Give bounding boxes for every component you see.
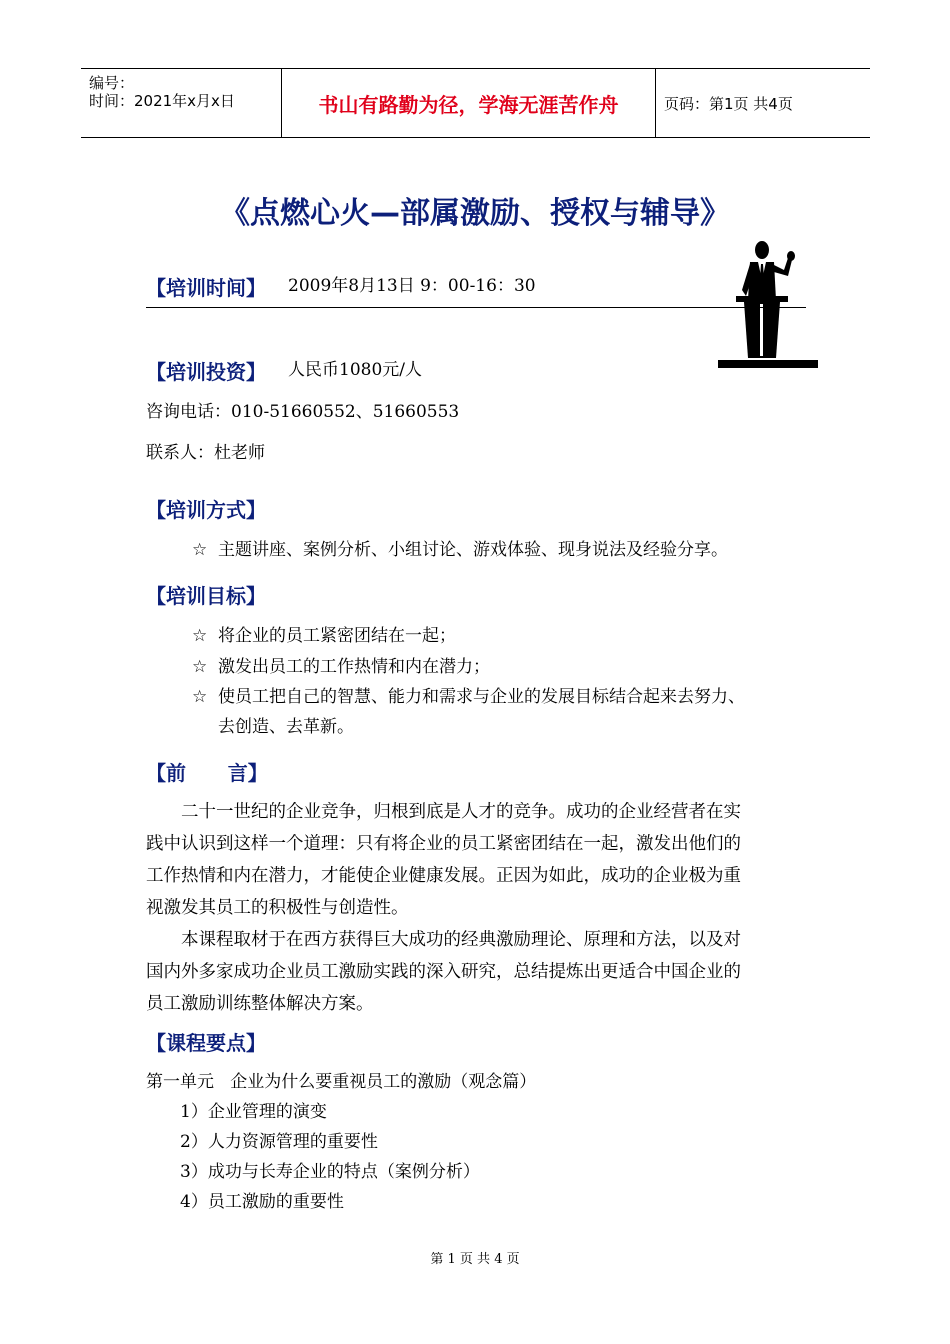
method-item-text: 主题讲座、案例分析、小组讨论、游戏体验、现身说法及经验分享。 [218, 540, 728, 560]
preface-line: 工作热情和内在潜力，才能使企业健康发展。正因为如此，成功的企业极为重 [146, 866, 741, 886]
goal-item-text: 使员工把自己的智慧、能力和需求与企业的发展目标结合起来去努力、 [218, 687, 745, 707]
course-points-label: 【课程要点】 [146, 1031, 266, 1055]
page-info-text: 页码：第1页 共4页 [664, 94, 793, 113]
training-time-label: 【培训时间】 [146, 276, 266, 300]
preface-line: 员工激励训练整体解决方案。 [146, 994, 374, 1014]
course-item: 2）人力资源管理的重要性 [180, 1132, 378, 1152]
motto-text: 书山有路勤为径，学海无涯苦作舟 [318, 92, 619, 117]
preface-line: 本课程取材于在西方获得巨大成功的经典激励理论、原理和方法，以及对 [181, 930, 741, 950]
consult-phone: 咨询电话：010-51660552、51660553 [146, 402, 460, 422]
goal-item-text: 将企业的员工紧密团结在一起； [218, 626, 456, 646]
preface-label: 【前 言】 [146, 761, 268, 785]
document-header [81, 68, 870, 138]
goal-item [192, 625, 456, 647]
time-label: 时间：2021年x月x日 [89, 92, 235, 110]
course-item: 1）企业管理的演变 [180, 1102, 327, 1122]
course-unit-title: 第一单元 企业为什么要重视员工的激励（观念篇） [146, 1072, 537, 1092]
method-item [192, 539, 728, 561]
preface-paragraph-1 [146, 796, 810, 924]
course-item: 4）员工激励的重要性 [180, 1192, 344, 1212]
header-motto [281, 69, 656, 137]
preface-line: 国内外多家成功企业员工激励实践的深入研究，总结提炼出更适合中国企业的 [146, 962, 741, 982]
preface-line: 践中认识到这样一个道理：只有将企业的员工紧密团结在一起，激发出他们的 [146, 834, 741, 854]
course-item: 3）成功与长寿企业的特点（案例分析） [180, 1162, 480, 1182]
preface-paragraph-2 [146, 924, 810, 1020]
number-label: 编号： [89, 74, 135, 92]
training-goals-label: 【培训目标】 [146, 584, 266, 608]
star-bullet-icon: ☆ [192, 657, 208, 677]
header-meta [81, 69, 281, 137]
preface-line: 视激发其员工的积极性与创造性。 [146, 898, 409, 918]
training-investment-label: 【培训投资】 [146, 360, 266, 384]
document-title: 《点燃心火—部属激励、授权与辅导》 [220, 196, 730, 231]
goal-item [192, 656, 490, 678]
training-method-label: 【培训方式】 [146, 498, 266, 522]
star-bullet-icon: ☆ [192, 626, 208, 646]
header-page-info [656, 69, 870, 137]
goal-item [192, 686, 745, 708]
training-time-value: 2009年8月13日 9：00-16：30 [288, 276, 536, 296]
contact-person: 联系人：杜老师 [146, 443, 265, 463]
goal-item-continuation: 去创造、去革新。 [218, 717, 354, 737]
training-investment-value: 人民币1080元/人 [288, 360, 422, 380]
divider-line [146, 307, 806, 308]
page-footer: 第 1 页 共 4 页 [430, 1252, 520, 1267]
star-bullet-icon: ☆ [192, 540, 208, 560]
preface-line: 二十一世纪的企业竞争，归根到底是人才的竞争。成功的企业经营者在实 [181, 802, 741, 822]
star-bullet-icon: ☆ [192, 687, 208, 707]
goal-item-text: 激发出员工的工作热情和内在潜力； [218, 657, 490, 677]
speaker-at-podium-icon [716, 240, 820, 370]
